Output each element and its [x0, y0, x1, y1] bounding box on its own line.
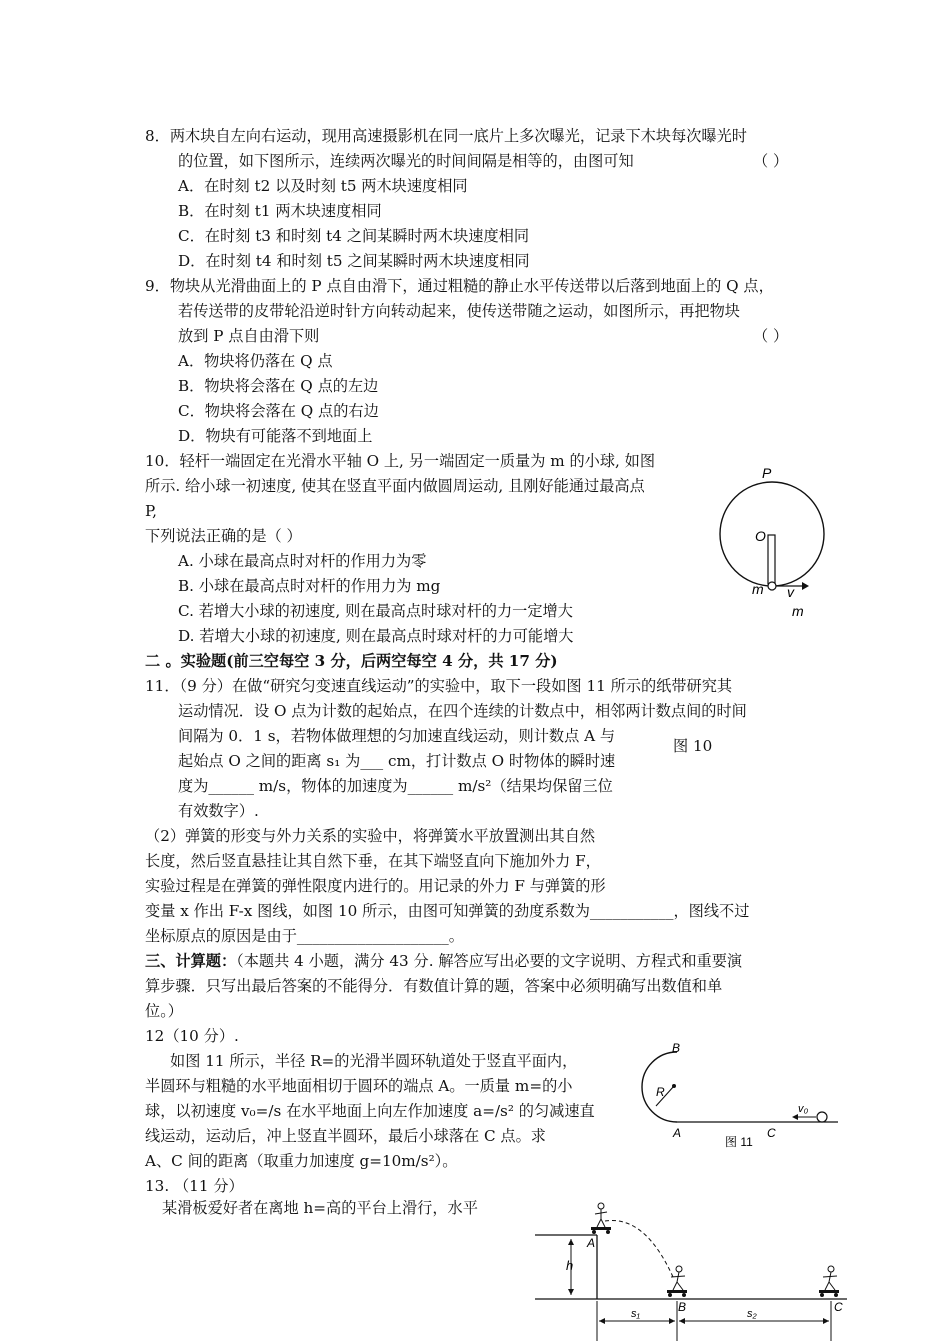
q9-line-2: 若传送带的皮带轮沿逆时针方向转动起来，使传送带随之运动，如图所示，再把物块 — [178, 302, 740, 320]
label-v0: v₀ — [798, 1103, 809, 1115]
label-o: O — [755, 528, 766, 544]
q13-line-1: 某滑板爱好者在离地 h=高的平台上滑行，水平 — [162, 1199, 478, 1217]
q10-line-4: 下列说法正确的是（ ） — [145, 527, 302, 545]
q12-line-4: 线运动，运动后，冲上竖直半圆环，最后小球落在 C 点。求 — [145, 1127, 546, 1145]
q10-option-d: D. 若增大小球的初速度, 则在最高点时球对杆的力可能增大 — [178, 627, 574, 645]
section-3-heading: 三、计算题： — [145, 952, 237, 970]
small-ball — [768, 582, 776, 590]
semicircle-track-figure — [630, 1040, 845, 1155]
label-h: h — [566, 1258, 574, 1273]
skater-b — [667, 1266, 687, 1297]
q8-option-c: C．在时刻 t3 和时刻 t4 之间某瞬时两木块速度相同 — [178, 227, 530, 245]
q10-line-1: 10．轻杆一端固定在光滑水平轴 O 上, 另一端固定一质量为 m 的小球, 如图 — [145, 452, 656, 470]
label-b: B — [678, 1300, 687, 1314]
figure-11-caption: 图 11 — [725, 1135, 753, 1149]
section-3-intro-line-2: 算步骤．只写出最后答案的不能得分．有数值计算的题，答案中必须明确写出数值和单 — [145, 977, 723, 995]
q11-part2-line-5: 坐标原点的原因是由于____________________。 — [145, 927, 464, 945]
light-rod — [768, 535, 775, 584]
section-3-rules: （本题共 4 小题，满分 43 分. 解答应写出必要的文字说明、方程式和重要演 — [236, 952, 743, 970]
label-r: R — [656, 1085, 665, 1099]
q11-line-2: 运动情况．设 O 点为计数的起始点，在四个连续的计数点中，相邻两计数点间的时间 — [178, 702, 747, 720]
q12-line-1: 如图 11 所示，半径 R=的光滑半圆环轨道处于竖直平面内， — [170, 1052, 578, 1070]
q10-line-2: 所示. 给小球一初速度, 使其在竖直平面内做圆周运动, 且刚好能通过最高点 — [145, 477, 645, 495]
skater-c — [819, 1266, 839, 1297]
q8-option-b: B．在时刻 t1 两木块速度相同 — [178, 202, 382, 220]
q9-option-b: B．物块将会落在 Q 点的左边 — [178, 377, 379, 395]
label-b: B — [672, 1041, 681, 1055]
q11-part2-line-2: 长度，然后竖直悬挂让其自然下垂，在其下端竖直向下施加外力 F， — [145, 852, 601, 870]
label-s1: s₁ — [631, 1308, 640, 1320]
q8-option-a: A．在时刻 t2 以及时刻 t5 两木块速度相同 — [178, 177, 468, 195]
q8-option-d: D．在时刻 t4 和时刻 t5 之间某瞬时两木块速度相同 — [178, 252, 530, 270]
label-c: C — [834, 1300, 843, 1314]
q11-part2-line-4: 变量 x 作出 F-x 图线，如图 10 所示，由图可知弹簧的劲度系数为___________，图线不过 — [145, 902, 750, 920]
q9-line-3: 放到 P 点自由滑下则 — [178, 327, 320, 345]
q10-option-b: B. 小球在最高点时对杆的作用力为 mg — [178, 577, 441, 595]
q11-line-3: 间隔为 0．1 s，若物体做理想的匀加速直线运动，则计数点 A 与 — [178, 727, 616, 745]
q9-option-d: D．物块有可能落不到地面上 — [178, 427, 373, 445]
q8-answer-bracket: （ ） — [753, 152, 789, 170]
q8-line-1: 8．两木块自左向右运动，现用高速摄影机在同一底片上多次曝光，记录下木块每次曝光时 — [145, 127, 747, 145]
label-c: C — [767, 1126, 776, 1140]
s1-arrow-left — [599, 1318, 605, 1324]
q12-line-5: A、C 间的距离（取重力加速度 g=10m/s²）。 — [145, 1152, 458, 1170]
s2-arrow-right — [823, 1318, 829, 1324]
q10-line-3: P, — [145, 502, 157, 520]
q10-option-a: A. 小球在最高点时对杆的作用力为零 — [178, 552, 427, 570]
velocity-arrow-head — [802, 582, 809, 590]
q11-line-4: 起始点 O 之间的距离 s₁ 为___ cm，打计数点 O 时物体的瞬时速 — [178, 752, 616, 770]
label-p: P — [762, 465, 772, 481]
label-a: A — [673, 1126, 682, 1140]
q9-option-a: A．物块将仍落在 Q 点 — [178, 352, 333, 370]
label-m-ball: m — [752, 581, 764, 597]
q11-line-5: 度为______ m/s，物体的加速度为______ m/s²（结果均保留三位 — [178, 777, 613, 795]
label-v: v — [787, 584, 794, 600]
skater-a — [591, 1203, 611, 1234]
q9-answer-bracket: （ ） — [753, 327, 789, 345]
q9-line-1: 9．物块从光滑曲面上的 P 点自由滑下，通过粗糙的静止水平传送带以后落到地面上的 Q 点， — [145, 277, 774, 295]
label-m: m — [792, 603, 804, 619]
section-2-heading: 二 。实验题(前三空每空 3 分，后两空每空 4 分，共 17 分) — [145, 652, 558, 670]
q12-line-2: 半圆环与粗糙的水平地面相切于圆环的端点 A。一质量 m=的小 — [145, 1077, 573, 1095]
skateboard-figure — [535, 1195, 850, 1344]
q11-line-1: 11．（9 分）在做“研究匀变速直线运动”的实验中，取下一段如图 11 所示的纸带研究其 — [145, 677, 733, 695]
q11-line-6: 有效数字）. — [178, 802, 259, 820]
section-3-intro-line-3: 位。） — [145, 1002, 183, 1020]
circle-rod-figure — [710, 460, 835, 620]
center-dot — [672, 1084, 676, 1088]
s2-arrow-left — [679, 1318, 685, 1324]
q12-line-3: 球，以初速度 v₀=/s 在水平地面上向左作加速度 a=/s² 的匀减速直 — [145, 1102, 595, 1120]
q9-option-c: C．物块将会落在 Q 点的右边 — [178, 402, 379, 420]
q12-heading: 12（10 分）. — [145, 1027, 239, 1045]
height-arrow-bottom — [568, 1289, 574, 1295]
label-a: A — [587, 1236, 596, 1250]
q10-option-c: C. 若增大小球的初速度, 则在最高点时球对杆的力一定增大 — [178, 602, 573, 620]
height-arrow-top — [568, 1239, 574, 1245]
q11-part2-line-1: （2）弹簧的形变与外力关系的实验中，将弹簧水平放置测出其自然 — [145, 827, 596, 845]
trajectory — [605, 1220, 673, 1277]
q13-heading: 13. （11 分） — [145, 1177, 244, 1195]
q11-part2-line-3: 实验过程是在弹簧的弹性限度内进行的。用记录的外力 F 与弹簧的形 — [145, 877, 606, 895]
q8-line-2: 的位置，如下图所示，连续两次曝光的时间间隔是相等的，由图可知 — [178, 152, 634, 170]
label-s2: s₂ — [747, 1308, 757, 1320]
s1-arrow-right — [669, 1318, 675, 1324]
section-3-intro-line-1 — [145, 951, 742, 971]
figure-10-label: 图 10 — [673, 737, 713, 755]
ball — [817, 1112, 827, 1122]
